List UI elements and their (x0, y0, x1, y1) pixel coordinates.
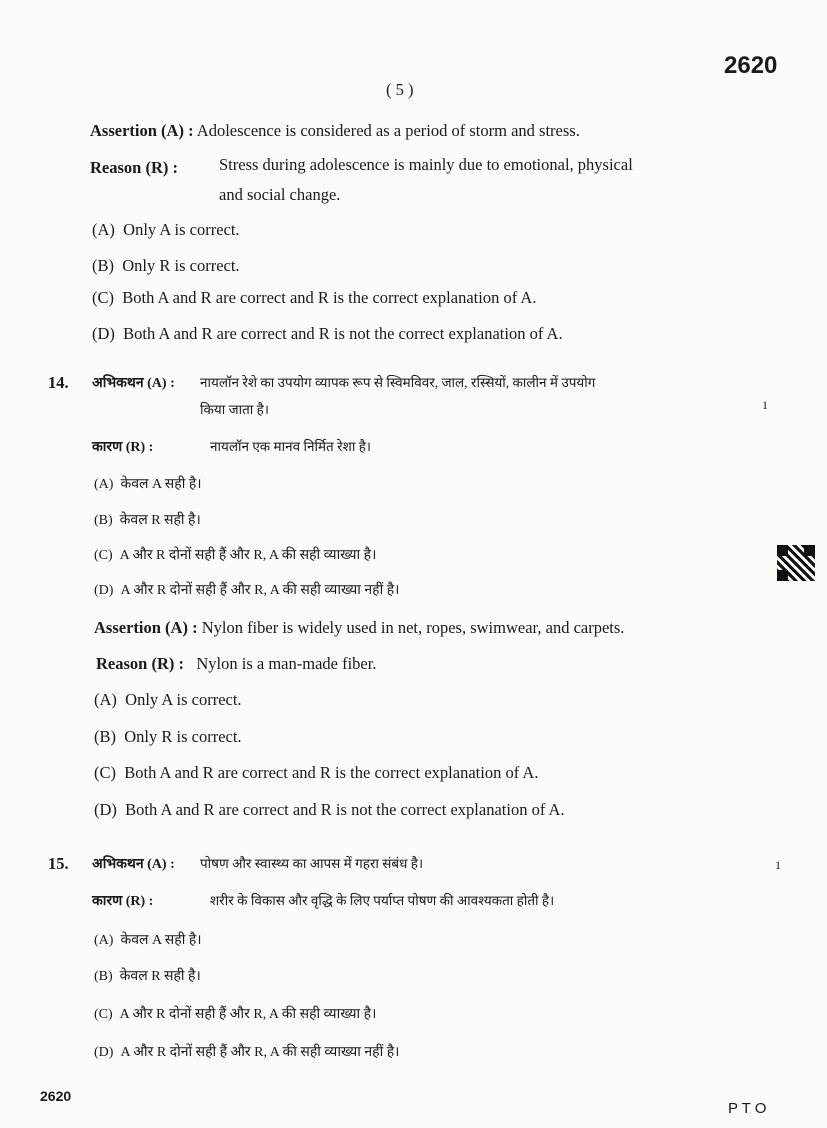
q14-hi-reason: नायलॉन एक मानव निर्मित रेशा है। (210, 439, 371, 454)
option: (A) Only A is correct. (92, 220, 240, 239)
q14-en-assertion: Assertion (A) : Nylon fiber is widely used in net, ropes, swimwear, and carpets. (94, 618, 625, 637)
marks: 1 (762, 398, 768, 412)
q15-hi-assertion-label: अभिकथन (A) : (92, 857, 175, 872)
page-number: ( 5 ) (386, 80, 414, 99)
q15-hi-assertion: पोषण और स्वास्थ्य का आपस में गहरा संबंध है। (200, 856, 424, 871)
option: (A) केवल A सही है। (94, 933, 202, 948)
q14-hi-assertion-label: अभिकथन (A) : (92, 376, 175, 391)
option: (B) Only R is correct. (92, 256, 240, 275)
q15-hi-reason: शरीर के विकास और वृद्धि के लिए पर्याप्त पोषण की आवश्यकता होती है। (210, 893, 555, 908)
footer-code: 2620 (40, 1088, 72, 1104)
paper-code: 2620 (724, 52, 778, 79)
option: (B) केवल R सही है। (94, 513, 201, 528)
option: (C) Both A and R are correct and R is the correct explanation of A. (92, 288, 537, 307)
q13-reason-label: Reason (R) : (90, 158, 178, 177)
option: (D) Both A and R are correct and R is not the correct explanation of A. (92, 324, 563, 343)
q13-reason-line1: Stress during adolescence is mainly due to emotional, physical (219, 155, 633, 174)
option: (D) Both A and R are correct and R is not the correct explanation of A. (94, 800, 565, 819)
option: (A) केवल A सही है। (94, 477, 202, 492)
option: (D) A और R दोनों सही हैं और R, A की सही व्याख्या नहीं है। (94, 583, 400, 598)
option: (B) केवल R सही है। (94, 969, 201, 984)
marks: 1 (775, 858, 781, 872)
qr-code-icon (777, 545, 815, 581)
q14-en-reason: Reason (R) : Nylon is a man-made fiber. (96, 654, 377, 673)
option: (C) A और R दोनों सही हैं और R, A की सही व्याख्या है। (94, 1007, 377, 1022)
q14-hi-assertion-line2: किया जाता है। (200, 402, 269, 417)
assertion-label: Assertion (A) : (90, 121, 194, 140)
q14-hi-reason-label: कारण (R) : (92, 440, 154, 455)
option: (A) Only A is correct. (94, 690, 242, 709)
question-number: 15. (48, 854, 69, 873)
option: (C) A और R दोनों सही हैं और R, A की सही व्याख्या है। (94, 548, 377, 563)
q13-assertion (90, 121, 580, 141)
q14-hi-assertion-line1: नायलॉन रेशे का उपयोग व्यापक रूप से स्विमविवर, जाल, रस्सियों, कालीन में उपयोग (200, 375, 596, 390)
question-number: 14. (48, 373, 69, 392)
assertion-text: Adolescence is considered as a period of storm and stress. (196, 121, 580, 140)
pto-label: P T O (728, 1100, 767, 1117)
q13-reason-line2: and social change. (219, 185, 341, 204)
q15-hi-reason-label: कारण (R) : (92, 894, 154, 909)
option: (C) Both A and R are correct and R is the correct explanation of A. (94, 763, 539, 782)
option: (B) Only R is correct. (94, 727, 242, 746)
option: (D) A और R दोनों सही हैं और R, A की सही व्याख्या नहीं है। (94, 1045, 400, 1060)
